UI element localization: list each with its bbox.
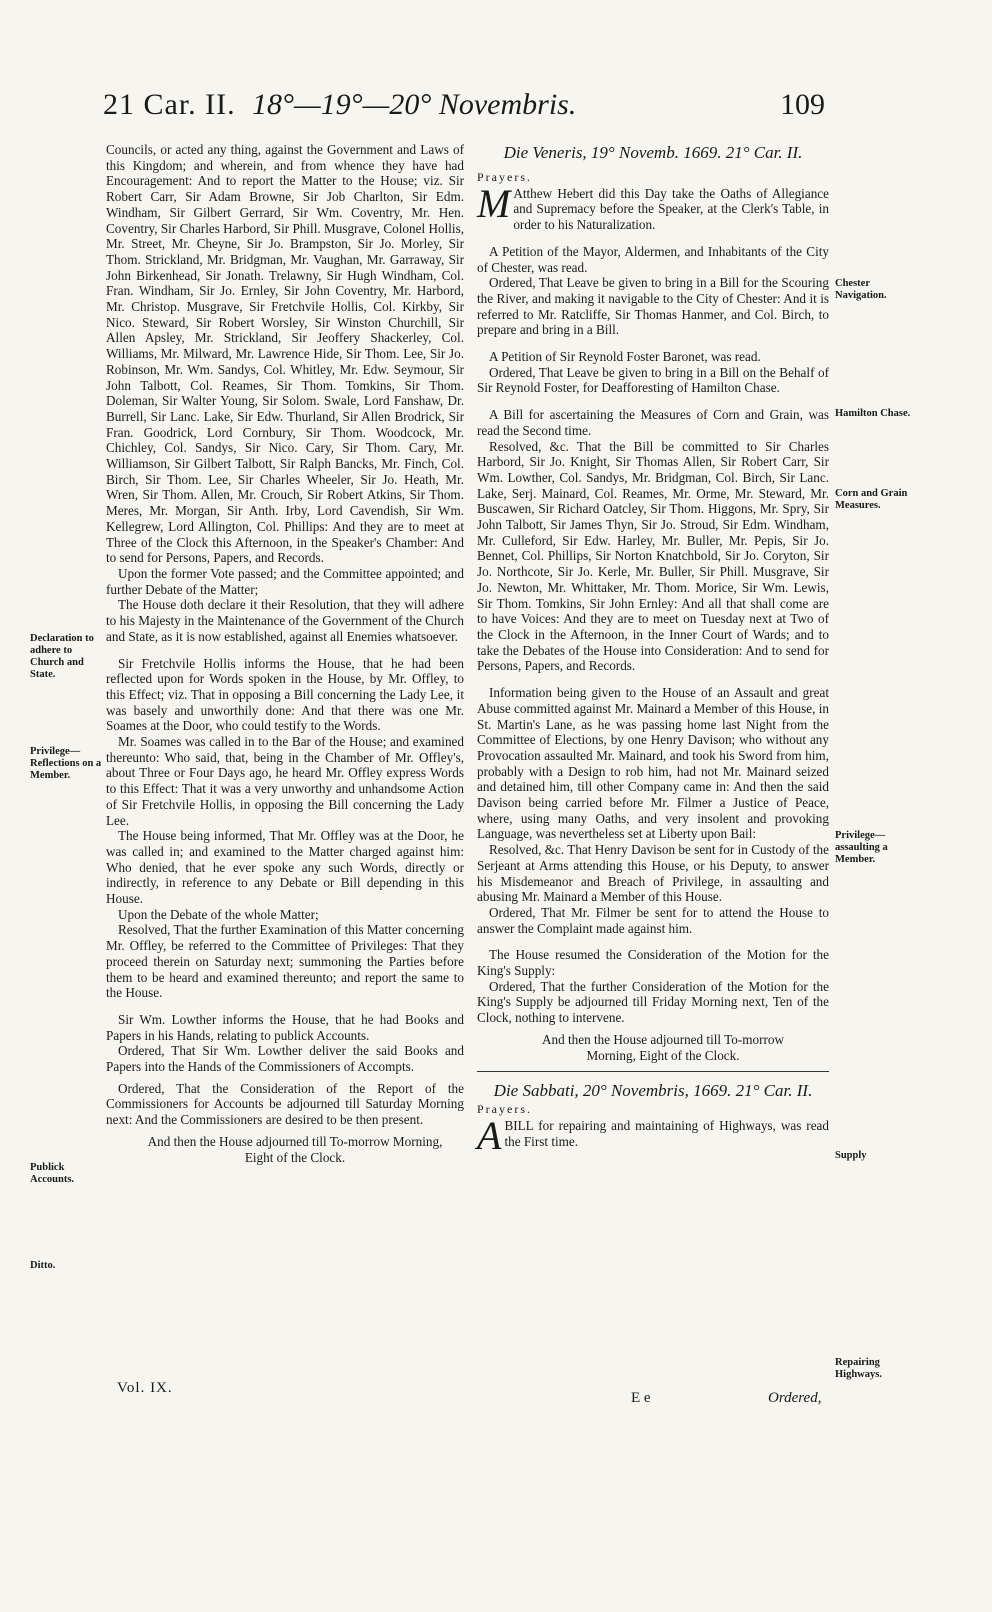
margin-note-ditto: Ditto. bbox=[30, 1260, 56, 1271]
paragraph: Sir Fretchvile Hollis informs the House, that he had been reflected upon for Words spoken in the House, by Mr. Offley, to this Effect; viz. That in opposing a Bill concerning the Lady Lee, it was basely and unworthily done: And that there was one Mr. Soames at the Door, who could testify to the Words. bbox=[106, 655, 464, 734]
paragraph: Resolved, &c. That Henry Davison be sent for in Custody of the Serjeant at Arms attending this House, or his Deputy, to answer his Misdemeanor and Breach of Privilege, in assaulting and abusing Mr. Mainard a Member of this House. bbox=[477, 842, 829, 905]
section-divider bbox=[477, 1071, 829, 1072]
paragraph: Sir Wm. Lowther informs the House, that he had Books and Papers in his Hands, relating to publick Accounts. bbox=[106, 1011, 464, 1043]
paragraph: A Petition of Sir Reynold Foster Baronet, was read. bbox=[489, 349, 761, 365]
paragraph: Ordered, That Leave be given to bring in a Bill on the Behalf of Sir Reynold Foster, for Deafforesting of Hamilton Chase. bbox=[477, 364, 829, 396]
margin-note-hamilton: Hamilton Chase. bbox=[835, 408, 911, 419]
paragraph: Ordered, That Sir Wm. Lowther deliver the said Books and Papers into the Hands of the Commissioners of Accompts. bbox=[106, 1043, 464, 1075]
volume-label: Vol. IX. bbox=[117, 1380, 173, 1396]
adjournment-note: And then the House adjourned till To-morrow Morning, Eight of the Clock. bbox=[541, 1031, 785, 1063]
day-heading-friday: Die Veneris, 19° Novemb. 1669. 21° Car. II. bbox=[503, 143, 803, 162]
page-number: 109 bbox=[780, 88, 825, 121]
margin-note-declaration: Declaration to adhere to Church and State. bbox=[30, 633, 94, 680]
margin-note-corn: Corn and Grain Measures. bbox=[835, 488, 908, 511]
paragraph: The House doth declare it their Resolution, that they will adhere to his Majesty in the Maintenance of the Government of the Church and State, as it is now established, against all Enemies whatsoever. bbox=[106, 597, 464, 644]
date-range-title: 18°—19°—20° Novembris. bbox=[252, 88, 577, 121]
day-heading-saturday: Die Sabbati, 20° Novembris, 1669. 21° Car. II. bbox=[493, 1081, 813, 1101]
prayers-label: Prayers. bbox=[477, 170, 532, 184]
paragraph: A Petition of the Mayor, Aldermen, and Inhabitants of the City of Chester, was read. bbox=[477, 243, 829, 275]
paragraph: Information being given to the House of an Assault and great Abuse committed against Mr. Mainard a Member of this House, in St. Martin's Lane, as he was passing home last Night from the Committee of Elections, by one Henry Davison; who without any Provocation assaulted Mr. Mainard, and took his Sword from him, probably with a Design to rob him, had not Mr. Mainard seized and detained him, till other Company came in: And then the said Davison being carried before Mr. Filmer a Justice of Peace, where, using many Oaths, and very insolent and provoking Language, was nevertheless set at Liberty upon Bail: bbox=[477, 685, 829, 842]
paragraph: Ordered, That Mr. Filmer be sent for to attend the House to answer the Complaint made against him. bbox=[477, 904, 829, 936]
prayers-label: Prayers. bbox=[477, 1102, 532, 1117]
page-header bbox=[0, 88, 992, 134]
paragraph: Upon the Debate of the whole Matter; bbox=[118, 906, 319, 922]
margin-note-highways: Repairing Highways. bbox=[835, 1357, 882, 1380]
margin-note-privilege-assault: Privilege—assaulting a Member. bbox=[835, 830, 888, 865]
paragraph: M Atthew Hebert did this Day take the Oaths of Allegiance and Supremacy before the Speaker, at the Clerk's Table, in order to his Naturalization. bbox=[477, 180, 829, 233]
paragraph: Resolved, &c. That the Bill be committed to Sir Charles Harbord, Sir Jo. Knight, Sir Thomas Allen, Sir Robert Carr, Sir Wm. Lowther, Col. Sandys, Mr. Bridgman, Col. Birch, Sir Lanc. Lake, Serj. Mainard, Col. Reames, Mr. Orme, Mr. Steward, Mr. Buscawen, Sir Richard Oatcley, Sir Thom. Higgons, Mr. Spry, Sir John Talbott, Sir James Thyn, Sir Jo. Stroud, Sir Edm. Windham, Mr. Culleford, Sir Edw. Harley, Mr. Buller, Mr. Pepis, Sir Jo. Bennet, Col. Phillips, Sir Norton Knatchbold, Sir Jo. Coryton, Sir Jo. Northcote, Sir Jo. Kerle, Mr. Buller, Sir Phill. Musgrave, Sir Jo. Newton, Mr. Whittaker, Mr. Thom. Morice, Sir Wm. Lewis, Sir Thom. Tomkins, Sir John Ernley: And all that shall come are to have Voices: And they are to meet on Tuesday next at Two of the Clock in the Afternoon, in the Inner Court of Wards; and to take the Debates of the House into Consideration: And to send for Persons, Papers, and Records. bbox=[477, 438, 829, 674]
signature-mark: E e bbox=[631, 1390, 651, 1406]
drop-cap: M bbox=[477, 180, 511, 226]
margin-note-supply: Supply bbox=[835, 1150, 867, 1161]
paragraph: A Bill for ascertaining the Measures of Corn and Grain, was read the Second time. bbox=[477, 407, 829, 438]
paragraph: Resolved, That the further Examination of this Matter concerning Mr. Offley, be referred to the Committee of Privileges: That they proceed therein on Saturday next; summoning the Parties before them to be heard and examined thereunto; and report the same to the House. bbox=[106, 922, 464, 1001]
right-column bbox=[477, 142, 829, 1158]
drop-cap: A bbox=[477, 1112, 502, 1158]
margin-note-privilege: Privilege—Reflections on a Member. bbox=[30, 746, 102, 781]
paragraph: Councils, or acted any thing, against the Government and Laws of this Kingdom; and wherein, and from whence they have had Encouragement: And to report the Matter to the House; viz. Sir Robert Carr, Sir Adam Browne, Sir Job Charlton, Sir Edm. Windham, Sir Gilbert Gerrard, Sir Wm. Coventry, Mr. Hen. Coventry, Sir Charles Harbord, Sir Phill. Musgrave, Colonel Hollis, Mr. Street, Mr. Cheyne, Sir Jo. Brampston, Sir Jo. Morley, Sir Thom. Strickland, Mr. Bridgman, Mr. Vaughan, Mr. Garraway, Sir John Birkenhead, Sir Jonath. Trelawny, Sir Hugh Windham, Col. Fran. Windham, Sir Jo. Ernley, Sir John Coventry, Mr. Harbord, Mr. Christop. Musgrave, Sir Fretchvile Hollis, Col. Kirkby, Sir Nico. Steward, Sir Robert Worsley, Sir Winston Churchill, Sir Allen Apsley, Mr. Strickland, Sir Jeoffery Shackerley, Col. Williams, Mr. Milward, Mr. Lawrence Hide, Sir Thom. Lee, Sir Jo. Robinson, Mr. Wm. Sandys, Col. Whitley, Mr. Edw. Seymour, Sir John Talbott, Col. Reames, Sir Thom. Tomkins, Sir Thom. Doleman, Sir Walter Young, Sir Solom. Swale, Lord Fanshaw, Dr. Burrell, Sir Lanc. Lake, Sir Edw. Thurland, Sir Allen Brodrick, Sir Fran. Goodrick, Lord Cornbury, Sir Thom. Woodcock, Mr. Chichley, Col. Sandys, Sir Nico. Cary, Sir Thom. Cary, Mr. Williamson, Sir Gilbert Talbott, Sir Ralph Bancks, Mr. Finch, Col. Birch, Sir Thom. Lee, Sir Charles Wheeler, Sir Jo. Heath, Mr. Wren, Sir Thom. Allen, Mr. Crouch, Sir Robert Atkins, Sir Thom. Meres, Mr. Morgan, Sir Anth. Irby, Lord Cavendish, Sir Wm. Kellegrew, Lord Allington, Col. Phillips: And they are to meet at Three of the Clock this Afternoon, in the Speaker's Chamber: And to send for Persons, Papers, and Records. bbox=[106, 142, 464, 566]
paragraph: Ordered, That Leave be given to bring in a Bill for the Scouring the River, and making it navigable to the City of Chester: And it is referred to Mr. Ratcliffe, Sir Thomas Hanmer, and Col. Birch, to prepare and bring in a Bill. bbox=[477, 275, 829, 338]
paragraph: Ordered, That the Consideration of the Report of the Commissioners for Accounts be adjourned till Saturday Morning next: And the Commissioners are desired to be then present. bbox=[106, 1080, 464, 1128]
margin-note-chester: Chester Navigation. bbox=[835, 278, 887, 301]
paragraph: Mr. Soames was called in to the Bar of the House; and examined thereunto: Who said, that, being in the Chamber of Mr. Offley's, about Three or Four Days ago, he heard Mr. Offley express Words to this Effect: That it was a very unworthy and unhandsome Action of Sir Fretchvile Hollis, in opposing the Bill concerning the Lady Lee. bbox=[106, 734, 464, 828]
margin-note-publick-accounts: Publick Accounts. bbox=[30, 1162, 75, 1185]
catchword: Ordered, bbox=[768, 1390, 822, 1406]
regnal-year: 21 Car. II. bbox=[103, 88, 236, 121]
paragraph: The House being informed, That Mr. Offley was at the Door, he was called in; and examined to the Matter charged against him: Who denied, that he ever spoke any such Words, directly or indirectly, in reference to any Debate or Bill depending in this House. bbox=[106, 828, 464, 907]
paragraph: Upon the former Vote passed; and the Committee appointed; and further Debate of the Matter; bbox=[106, 565, 464, 597]
left-column bbox=[106, 142, 464, 1165]
paragraph: The House resumed the Consideration of the Motion for the King's Supply: bbox=[477, 947, 829, 979]
paragraph: Ordered, That the further Consideration of the Motion for the King's Supply be adjourned till Friday Morning next, Ten of the Clock, nothing to intervene. bbox=[477, 978, 829, 1026]
paragraph: ABILL for repairing and maintaining of Highways, was read the First time. bbox=[477, 1112, 829, 1158]
adjournment-note: And then the House adjourned till To-morrow Morning, Eight of the Clock. bbox=[147, 1133, 443, 1165]
